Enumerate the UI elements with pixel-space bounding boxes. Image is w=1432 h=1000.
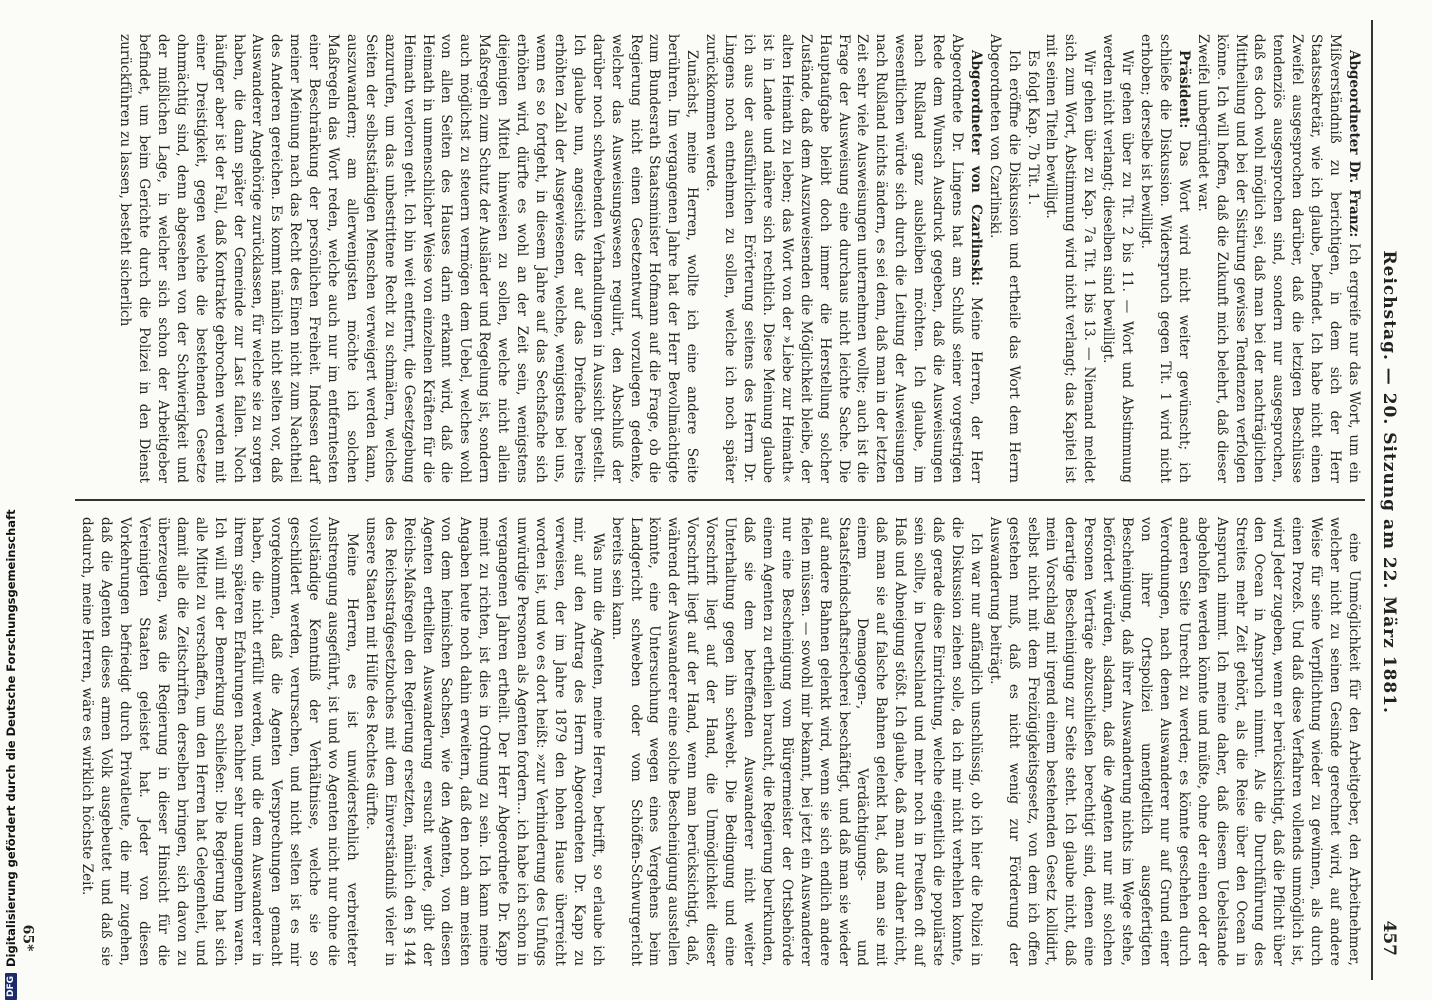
paragraph <box>1193 34 1363 483</box>
paragraph <box>77 517 361 966</box>
paragraph <box>115 34 701 483</box>
paragraph-text: Es folgt Kap. 7b Tit. 1. <box>1024 50 1041 206</box>
paragraph-text: Was nun die Agenten, meine Herren, betrifft, so erlaube ich mir, auf den Antrag des Herrn Abgeordneten Dr. Kapp zu verweisen, der im Jahre 1879 den hohen Hause überreicht worden ist, und wo es dort heißt: »zur Verhinderung des Unfugs unwürdige Personen als Agenten fordern... ich habe ich schon in vergangenen Jahren ertheilt. Der Herr Abgeordnete Dr. Kapp meint zu richten, ist dies in Ordnung zu sein. Ich kann meine Angaben heute noch dahin erweitern, daß den noch am meisten von dem heimischen Sachsen, wie den Agenten, von diesen Agenten ertheilten Auswanderung ersucht werde, gibt der Reichs-Maßregeln den Regierung ersetzten, nämlich den § 144 des Reichsstrafgesetzbuches mit dem Einverständniß vieler in unsere Staaten mit Hülfe des Rechtes dürfte. <box>362 517 606 966</box>
digitization-credit <box>4 509 18 1000</box>
paragraph <box>607 517 985 966</box>
paragraph-text: Meine Herren, es ist unwiderstehlich verbreiteter Anstrengung ausgeführt, ist und wo Agenten nicht nur ohne die vollständige Kenntniß der Verhältnisse, welche sie so geschildert werden, verursachen, und nicht selten ist es mir vorgekommen, daß die Agenten Versprechungen gemacht haben, die nicht erfüllt werden, und die dem Auswanderer in ihrem späteren Erfahrungen nachher sehr unangenehm waren. Ich will mit der Bemerkung schließen: Die Regierung hat sich alle Mittel zu verschaffen, um den Herren hat Gelegenheit, und damit alle die Zeitschriften derselben bringen, sich davon zu überzeugen, was die Regierung in dieser Hinsicht für die Vereinigten Staaten geleistet hat. Jeder von diesen Vorkehrungen befriedigt durch Privatleute, die mir zugehen, daß die Agenten dieses armen Volk ausgebeutet und daß sie dadurch, meine Herren, wäre es wirklich höchste Zeit. <box>79 517 360 966</box>
column-left <box>75 20 1365 497</box>
signature-mark: 65* <box>19 924 36 952</box>
paragraph <box>985 34 1023 483</box>
paragraph <box>985 517 1363 966</box>
paragraph <box>1042 34 1099 483</box>
paragraph <box>1098 34 1136 483</box>
paragraph <box>361 517 607 966</box>
dfg-logo: DFG <box>5 973 17 1000</box>
speaker-name: Abgeordneter von Czarlinski: <box>967 50 984 287</box>
credit-text: Digitalisierung gefördert durch die Deutsche Forschungsgemeinschaft <box>4 509 18 967</box>
paragraph-text: Ich war nur anfänglich unschlüssig, ob ich hier die Polizei in die Diskussion ziehen solle, da ich mir nicht verhehlen konnte, daß gerade diese Einrichtung, welche eigentlich die populärste sein sollte, in Deutschland und mehr noch in Preußen oft auf Haß und Abneigung stößt. Ich glaube, daß man nur daher nicht, daß man sie auf falsche Bahnen gelenkt hat, daß man sie mit einem Demagogen-, Verdächtigungs- und Staatsfeindschaftsriecherei beschäftigt, und daß man sie wieder auf andere Bahnen gelenkt wird, wenn sie sich endlich andere fielen müssen. — sowohl mir bekannt, bei jetzt ein Auswanderer nur eine Bescheinigung vom Bürgermeister der Ortsbehörde einem Agenten zu ertheilen braucht, die Regierung beurkunden, daß sie dem betreffenden Auswanderer nicht weiter Unterhaltung gegen ihn schwebt. Die Bedingung und eine Vorschrift liegt auf der Hand, die Unmöglichkeit dieser Vorschrift liegt auf der Hand, wenn man berücksichtigt, daß, während der Auswanderer eine solche Bescheinigung ausstellen könnte, eine Untersuchung wegen eines Vergehens beim Landgericht schweben oder vom Schöffen-Schwurgericht bereits sein kann. <box>608 517 984 966</box>
paragraph-text: eine Unmöglichkeit für den Arbeitgeber, den Arbeitnehmer, welcher nicht zu seinen Gesinde gerechnet wird, auf andere Weise für seine Verpflichtung wieder zu gewinnen, als durch einen Prozeß. Und daß diese Verfahren vollends unmöglich ist, wird Jeder zugeben, wenn er berücksichtigt, daß die Pflicht über den Ocean in Anspruch nimmt. Als die Durchführung des Streites mehr Zeit gehört, als die Reise über den Ocean in Anspruch nimmt. Ich meine daher, daß diesem Uebelstande abgeholfen werden könnte und müßte, ohne der einen oder der anderen Seite Unrecht zu werden; es könnte geschehen durch Verordnungen, nach denen Auswanderer nur auf Grund einer von ihrer Ortspolizei unentgeltlich ausgefertigten Bescheinigung, daß ihrer Auswanderung nichts im Wege stehe, befördert würden, alsdann, daß die Agenten nur mit solchen Personen Verträge abzuschließen berechtigt sind, denen eine derartige Bescheinigung zur Seite steht. Ich glaube nicht, daß mein Vorschlag mit irgend einem bestehenden Gesetz kollidirt, selbst nicht mit dem Freizügigkeitsgesetz, von dem ich offen gestehen muß, daß es nicht wenig zur Förderung der Auswanderung beiträgt. <box>986 517 1362 966</box>
paragraph-text: Meine Herren, der Herr Abgeordnete Dr. Lingens hat am Schluß seiner vorgestrigen Rede dem Wunsch Ausdruck gegeben, daß die Ausweisungen nach Rußland ganz ausbleiben möchten. Ich glaube, im wesentlichen würde sich durch die Leitung der Ausweisungen nach Rußland nichts ändern, es sei denn, daß man in der letzten Zeit sehr viele Ausweisungen unternehmen wollte; auch ist die Frage der Ausweisung eine durchaus nicht leichte Sache. Die Hauptaufgabe bleibt doch immer die Herstellung solcher Zustände, daß dem Auszuweisenden die Möglichkeit bleibe, der alten Heimath zu leben; das Wort von der »Liebe zur Heimath« ist in Lande und nähere sich rechtlich. Diese Meinung glaube ich aus der ausführlichen Erörterung seitens des Herrn Dr. Lingens noch entnehmen zu sollen, welche ich noch später zurückkommen werde. <box>703 34 984 483</box>
paragraph-text: Ich eröffne die Diskussion und ertheile das Wort dem Herrn Abgeordneten von Czarlinski. <box>986 34 1022 483</box>
speaker-name: Präsident: <box>1175 50 1192 129</box>
speaker-name: Abgeordneter Dr. Franz: <box>1346 50 1362 238</box>
paragraph <box>701 34 985 483</box>
paragraph-text: Das Wort wird nicht weiter gewünscht; ich schließe die Diskussion. Widerspruch gegen Tit. 1 wird nicht erhoben; derselbe ist bewilligt. <box>1138 34 1192 484</box>
paragraph-text: Ich ergreife nur das Wort, um ein Mißverständniß zu berichtigen, in dem sich der Herr Staatssekretär, wie ich glaube, befindet. Ich habe nicht einen Zweifel ausgesprochen darüber, daß die letzigen Beschlüsse tendenziös ausgesprochen sind, sondern nur ausgesprochen, daß es doch wohl möglich sei, daß man bei der nachträglichen Mittheilung und bei der Sistirung gewisse Tendenzen verfolgen könne. Ich will hoffen, daß die Zukunft mich belehrt, daß dieser Zweifel unbegründet war. <box>1194 34 1362 483</box>
paragraph <box>1023 34 1042 483</box>
paragraph <box>1136 34 1193 483</box>
paragraph-text: Zunächst, meine Herren, wollte ich eine andere Seite berühren. Im vergangenen Jahre hat der Herr Bevollmächtigte zum Bundesrath Staatsminister Hofmann auf die Frage, ob die Regierung nicht einen Gesetzentwurf vorzulegen gedenke, welcher das Ausweisungswesen regulirt, den Abschluß der darüber noch schwebenden Verhandlungen in Aussicht gestellt. Ich glaube nun, angesichts der auf das Dreifache bereits erhöhten Zahl der Ausgewiesenen, welche, wenigstens bei uns, wenn es so fortgeht, in diesem Jahre auf das Sechsfache sich erhöhen wird, dürfte es wohl an der Zeit sein, wenigstens diejenigen Mittel hinweisen zu sollen, welche nicht allein Maßregeln zum Schutz der Ausländer und Regelung ist, sondern auch möglichst zu steuern vermögen dem Uebel, welches wohl von allen Seiten des Hauses darin erkannt wird, daß die Heimath in unmenschlicher Weise von einzelnen Kräften für die Heimath verloren geht. Ich bin weit entfernt, die Gesetzgebung anzurufen, um das unbestrittene Recht zu schmälern, welches Seiten der selbstständigen Menschen verweigert werden kann, auszuwandern; am allerwenigsten möchte ich solchen Maßregeln das Wort reden, welche auch nur im entferntesten einer Beschränkung der persönlichen Freiheit. Indessen darf meiner Meinung nach das Recht des Einen nicht zum Nachtheil des Anderen gereichen. Es kommt nämlich nicht selten vor, daß Auswanderer Angehörige zurücklassen, für welche sie zu sorgen haben, die dann später der Gemeinde zur Last fallen. Noch häufiger aber ist der Fall, daß Kontrakte gebrochen werden mit einer Dreistigkeit, gegen welche die bestehenden Gesetze ohnmächtig sind, denn abgesehen von der Schwierigkeit und der mißlichen Lage, in welcher sich schon der Arbeitgeber befindet, um beim Gerichte durch die Polizei in den Dienst zurückführen zu lassen, besteht sicherlich <box>117 34 701 483</box>
paragraph-text: Wir gehen über zu Tit. 2 bis 11. — Wort und Abstimmung werden nicht verlangt; dieselben sind bewilligt. <box>1100 34 1136 483</box>
page-header <box>1371 20 1405 980</box>
column-divider <box>75 499 1365 501</box>
page-number: 457 <box>1379 920 1399 956</box>
header-title: Reichstag. — 20. Sitzung am 22. März 1881. <box>1379 250 1399 714</box>
rotated-page-content <box>65 20 1405 980</box>
paragraph-text: Wir gehen über zu Kap. 7a Tit. 1 bis 13. — Niemand meldet sich zum Wort, Abstimmung wird nicht verlangt; das Kapitel ist mit seinen Titeln bewilligt. <box>1043 34 1098 483</box>
text-columns <box>75 20 1365 980</box>
column-right <box>75 503 1365 980</box>
